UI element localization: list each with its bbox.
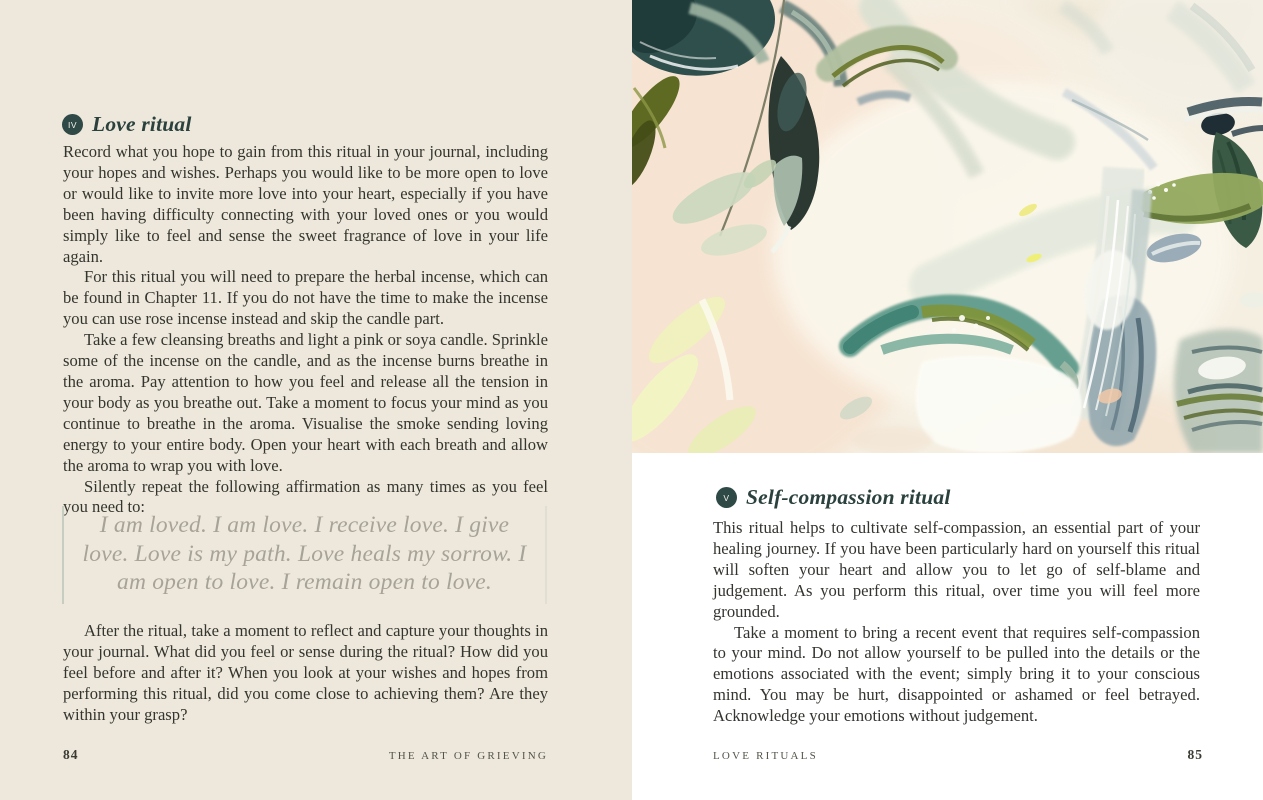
paragraph: This ritual helps to cultivate self-compassion, an essential part of your healing journey. If you have been particularly hard on yourself this ritual will soften your heart and allow you to let go of self-blame and judgement. As you perform this ritual, over time you will feel more grounded.: [713, 518, 1200, 621]
paragraph: After the ritual, take a moment to reflect and capture your thoughts in your journal. What did you feel or sense during the ritual? How did you feel before and after it? When you look at your wishes and hopes from performing this ritual, did you come close to achieving them? Are they within your grasp?: [63, 621, 548, 724]
section-title-self-compassion-ritual: Self-compassion ritual: [746, 485, 951, 509]
left-running-head: THE ART OF GRIEVING: [388, 750, 548, 762]
paragraph: Take a moment to bring a recent event that requires self-compassion to your mind. Do not allow yourself to be pulled into the details or the emotions associated with the event; simply bring it to your conscious mind. You may be hurt, disappointed or ashamed or feel betrayed. Acknowledge your emotions without judgement.: [713, 622, 1200, 726]
section-heading-love-ritual: [62, 112, 192, 137]
section-title-love-ritual: Love ritual: [92, 112, 192, 136]
right-page-number: 85: [1187, 747, 1203, 762]
section-numeral-badge-v: V: [716, 487, 737, 508]
right-page-body: [713, 518, 1200, 727]
paragraph: Silently repeat the following affirmation as many times as you feel you need to:: [63, 476, 548, 517]
left-page-body: [63, 142, 548, 518]
left-page-number: 84: [63, 747, 79, 762]
right-running-head: LOVE RITUALS: [713, 750, 818, 762]
paragraph: Record what you hope to gain from this ritual in your journal, including your hopes and wishes. Perhaps you would like to be more open to love or would like to invite more love into your heart, especially if you have been having difficulty connecting with your loved ones or you would simply like to feel and sense the sweet fragrance of love in your life again.: [63, 142, 548, 266]
paragraph: For this ritual you will need to prepare the herbal incense, which can be found in Chapter 11. If you do not have the time to make the incense you can use rose incense instead and skip the candle part.: [63, 267, 548, 329]
affirmation-quote: I am loved. I am love. I receive love. I give love. Love is my path. Love heals my sorrow. I am open to love. I remain open to love.: [62, 506, 547, 604]
paragraph: Take a few cleansing breaths and light a pink or soya candle. Sprinkle some of the incense on the candle, and as the incense burns breathe in the aroma. Pay attention to how you feel and release all the tension in your body as you breathe out. Take a moment to focus your mind as you continue to breathe in the aroma. Visualise the smoke sending loving energy to your entire body. Open your heart with each breath and allow the aroma to wrap you with love.: [63, 330, 548, 475]
abstract-painting-canvas: [632, 0, 1263, 453]
abstract-painting: [632, 0, 1263, 453]
section-numeral-badge-iv: IV: [62, 114, 83, 135]
left-page-closing-paragraph: [63, 621, 548, 726]
section-heading-self-compassion-ritual: [716, 485, 951, 510]
